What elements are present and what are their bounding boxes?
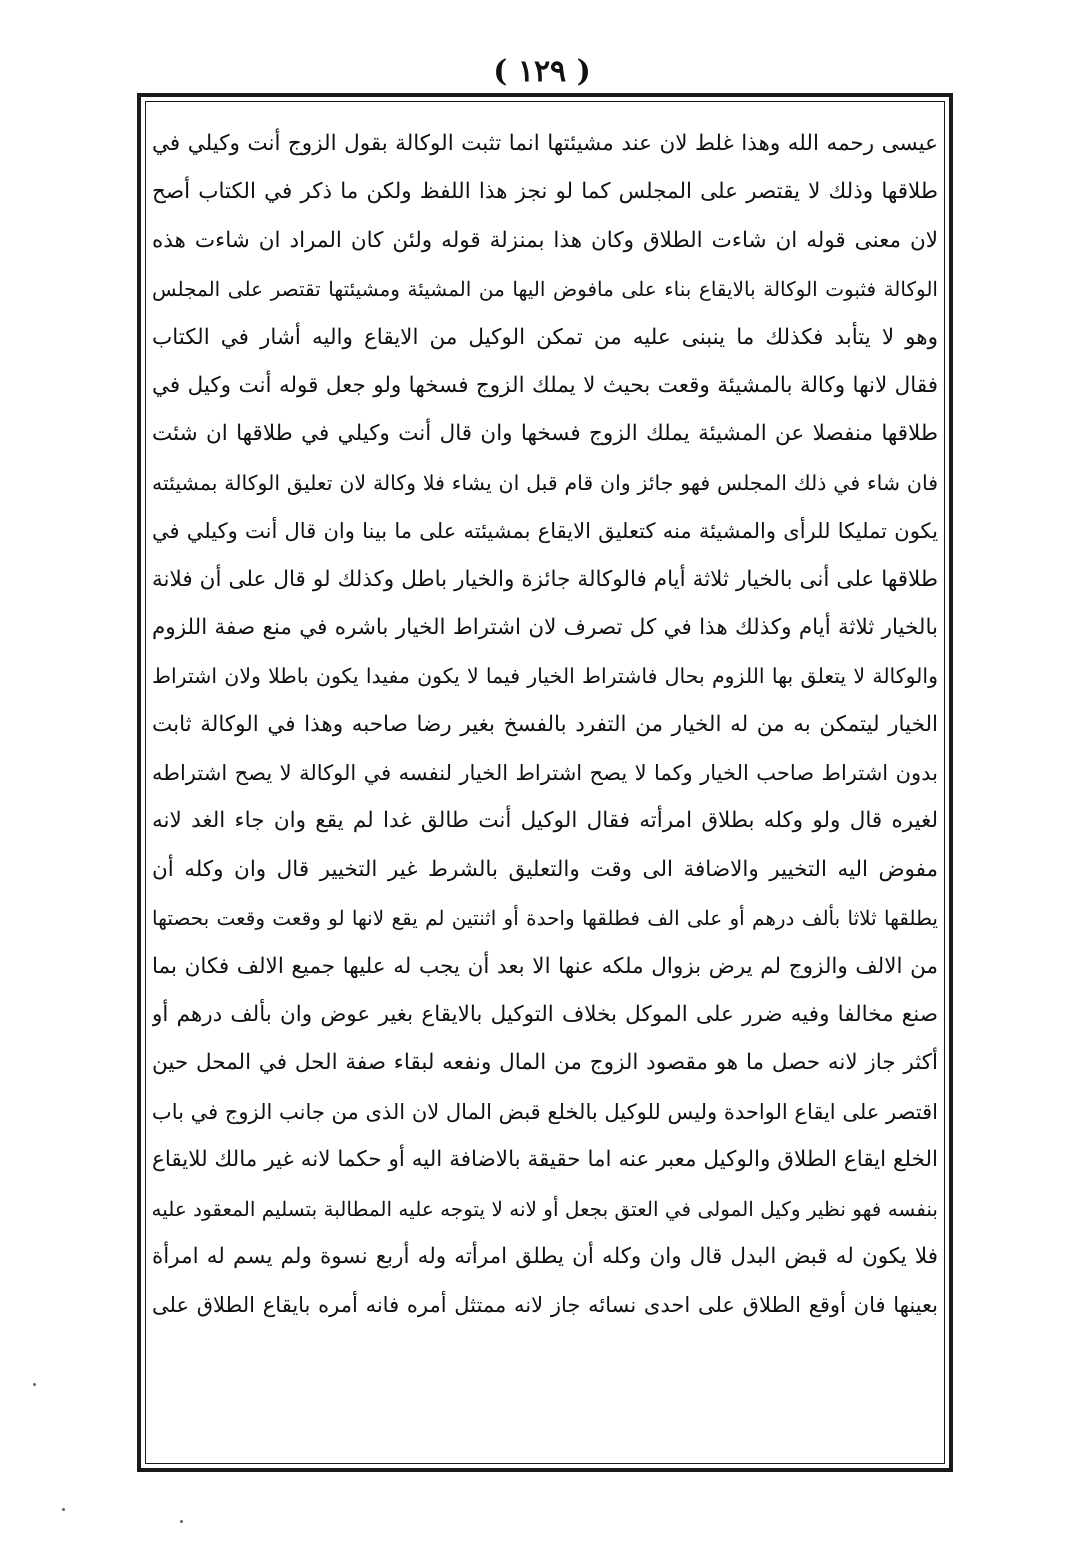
scan-speck <box>180 1520 183 1523</box>
text-line: بنفسه فهو نظير وكيل المولى في العتق بجعل أو لانه لا يتوجه عليه المطالبة بتسليم المعقود عليه <box>152 1196 938 1221</box>
text-line: وهو لا يتأبد فكذلك ما ينبنى عليه من تمكن الوكيل من الايقاع واليه أشار في الكتاب <box>152 324 938 350</box>
text-line: الوكالة فثبوت الوكالة بالايقاع بناء على مافوض اليها من المشيئة ومشيئتها تقتصر على المجلس <box>152 277 938 302</box>
text-line: الخلع ايقاع الطلاق والوكيل معبر عنه اما حقيقة بالاضافة اليه أو حكما لانه غير مالك للايقاع <box>152 1147 938 1173</box>
text-line: يطلقها ثلاثا بألف درهم أو على الف فطلقها واحدة أو اثنتين لم يقع لانها لو وقعت وقعت بحصتها <box>152 906 938 931</box>
scan-speck <box>62 1508 65 1511</box>
text-line: طلاقها وذلك لا يقتصر على المجلس كما لو نجز هذا اللفظ ولكن ما ذكر في الكتاب أصح <box>152 179 938 205</box>
text-line: بعينها فان أوقع الطلاق على احدى نسائه جاز لانه ممتثل أمره فانه أمره بايقاع الطلاق على <box>152 1293 938 1318</box>
text-line: من الالف والزوج لم يرض بزوال ملكه عنها الا بعد أن يجب له عليها جميع الالف فكان بما <box>152 953 938 979</box>
text-line: مفوض اليه التخيير والاضافة الى وقت والتعليق بالشرط غير التخيير قال وان وكله أن <box>152 856 938 882</box>
text-line: بدون اشتراط صاحب الخيار وكما لا يصح اشتراط الخيار لنفسه في الوكالة لا يصح اشتراطه <box>152 761 938 786</box>
text-line: يكون تمليكا للرأى والمشيئة منه كتعليق الايقاع بمشيئته على ما بينا وان قال أنت وكيلي في <box>152 519 938 544</box>
text-line: الخيار ليتمكن به من له الخيار من التفرد بالفسخ بغير رضا صاحبه وهذا في الوكالة ثابت <box>152 711 938 737</box>
text-line: طلاقها منفصلا عن المشيئة يملك الزوج فسخها وان قال أنت وكيلي في طلاقها ان شئت <box>152 421 938 447</box>
text-line: طلاقها على أنى بالخيار ثلاثة أيام فالوكالة جائزة والخيار باطل وكذلك لو قال على أن فلانة <box>152 566 938 592</box>
body-text <box>152 120 938 1330</box>
text-line: فلا يكون له قبض البدل قال وان وكله أن يطلق امرأته وله أربع نسوة ولم يسم له امرأة <box>152 1243 938 1269</box>
text-line: فقال لانها وكالة بالمشيئة وقعت بحيث لا يملك الزوج فسخها ولو جعل قوله أنت وكيل في <box>152 372 938 398</box>
text-line: صنع مخالفا وفيه ضرر على الموكل بخلاف التوكيل بالايقاع بغير عوض وان بألف درهم أو <box>152 1002 938 1028</box>
text-line: أكثر جاز لانه حصل ما هو مقصود الزوج من المال ونفعه لبقاء صفة الحل في المحل حين <box>152 1050 938 1076</box>
text-line: اقتصر على ايقاع الواحدة وليس للوكيل بالخلع قبض المال لان الذى من جانب الزوج في باب <box>152 1099 938 1124</box>
text-line: لغيره قال ولو وكله بطلاق امرأته فقال الوكيل أنت طالق غدا لم يقع وان جاء الغد لانه <box>152 808 938 834</box>
text-line: والوكالة لا يتعلق بها اللزوم بحال فاشتراط الخيار فيما لا يكون مفيدا يكون باطلا ولان اشتراط <box>152 664 938 689</box>
scan-speck <box>33 1383 36 1386</box>
text-line: فان شاء في ذلك المجلس فهو جائز وان قام قبل ان يشاء فلا وكالة لان تعليق الوكالة بمشيئته <box>152 470 938 495</box>
text-line: عيسى رحمه الله وهذا غلط لان عند مشيئتها انما تثبت الوكالة بقول الزوج أنت وكيلي في <box>152 131 938 156</box>
page-number: ( ١٢٩ ) <box>493 54 591 89</box>
text-line: بالخيار ثلاثة أيام وكذلك هذا في كل تصرف لان اشتراط الخيار باشره في منع صفة اللزوم <box>152 614 938 640</box>
text-line: لان معنى قوله ان شاءت الطلاق وكان هذا بمنزلة قوله ولئن كان المراد ان شاءت هذه <box>152 227 938 253</box>
